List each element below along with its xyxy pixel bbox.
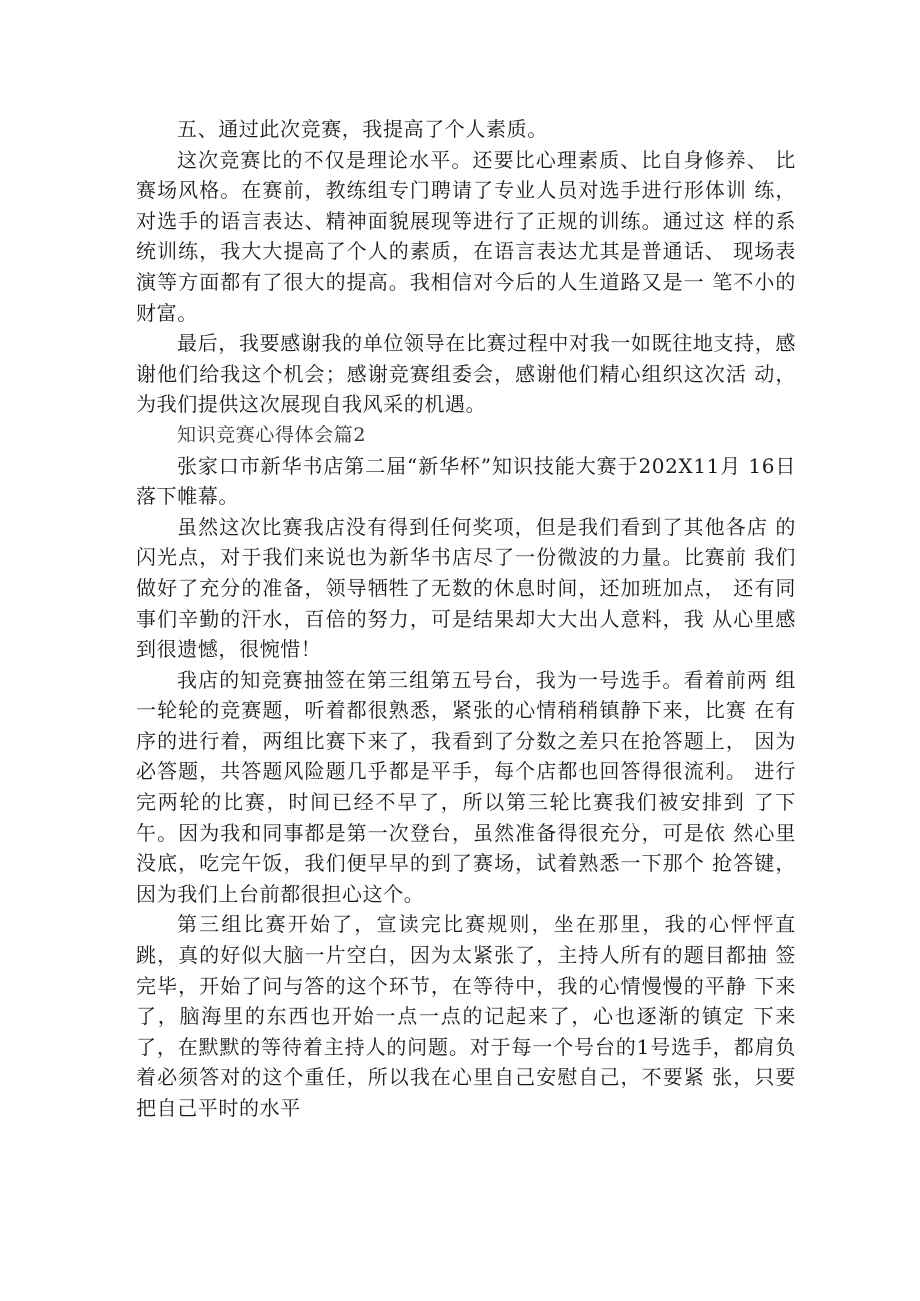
paragraph-competition-comparison: 这次竞赛比的不仅是理论水平。还要比心理素质、比自身修养、 比赛场风格。在赛前，教练组专门聘请了专业人员对选手进行形体训 练，对选手的语言表达、精神面貌展现等进行了正规的训练。通过这 样的系统训练，我大大提高了个人的素质，在语言表达尤其是普通话、 现场表演等方面都有了很大的提高。我相信对今后的人生道路又是一 笔不小的财富。	[136, 147, 796, 325]
paragraph-thanks: 最后，我要感谢我的单位领导在比赛过程中对我一如既往地支持，感谢他们给我这个机会；感谢竞赛组委会，感谢他们精心组织这次活 动，为我们提供这次展现自我风采的机遇。	[136, 331, 796, 417]
section-heading: 知识竞赛心得体会篇2	[177, 423, 367, 446]
paragraph-no-award: 虽然这次比赛我店没有得到任何奖项，但是我们看到了其他各店 的闪光点，对于我们来说也为新华书店尽了一份微波的力量。比赛前 我们做好了充分的准备，领导牺牲了无数的休息时间，还加班加点， 还有同事们辛勤的汗水，百倍的努力，可是结果却大大出人意料，我 从心里感到很遗憾，很惋惜！	[136, 514, 796, 662]
document-body	[136, 114, 796, 1124]
paragraph-draw: 我店的知竞赛抽签在第三组第五号台，我为一号选手。看着前两 组一轮轮的竞赛题，听着都很熟悉，紧张的心情稍稍镇静下来，比赛 在有序的进行着，两组比赛下来了，我看到了分数之差只在抢答题上， 因为必答题，共答题风险题几乎都是平手，每个店都也回答得很流利。 进行完两轮的比赛，时间已经不早了，所以第三轮比赛我们被安排到 了下午。因为我和同事都是第一次登台，虽然准备得很充分，可是依 然心里没底，吃完午饭，我们便早早的到了赛场，试着熟悉一下那个 抢答键，因为我们上台前都很担心这个。	[136, 667, 796, 906]
paragraph-improved-quality: 五、通过此次竞赛，我提高了个人素质。	[177, 117, 548, 141]
paragraph-third-group: 第三组比赛开始了，宣读完比赛规则，坐在那里，我的心怦怦直 跳，真的好似大脑一片空白，因为太紧张了，主持人所有的题目都抽 签完毕，开始了问与答的这个环节，在等待中，我的心情慢慢的平静 下来了，脑海里的东西也开始一点一点的记起来了，心也逐渐的镇定 下来了，在默默的等待着主持人的问题。对于每一个号台的1号选手，都肩负着必须答对的这个重任，所以我在心里自己安慰自己，不要紧 张，只要把自己平时的水平	[136, 912, 796, 1120]
paragraph-event-end: 张家口市新华书店第二届“新华杯”知识技能大赛于202X11月 16日落下帷幕。	[136, 453, 796, 509]
